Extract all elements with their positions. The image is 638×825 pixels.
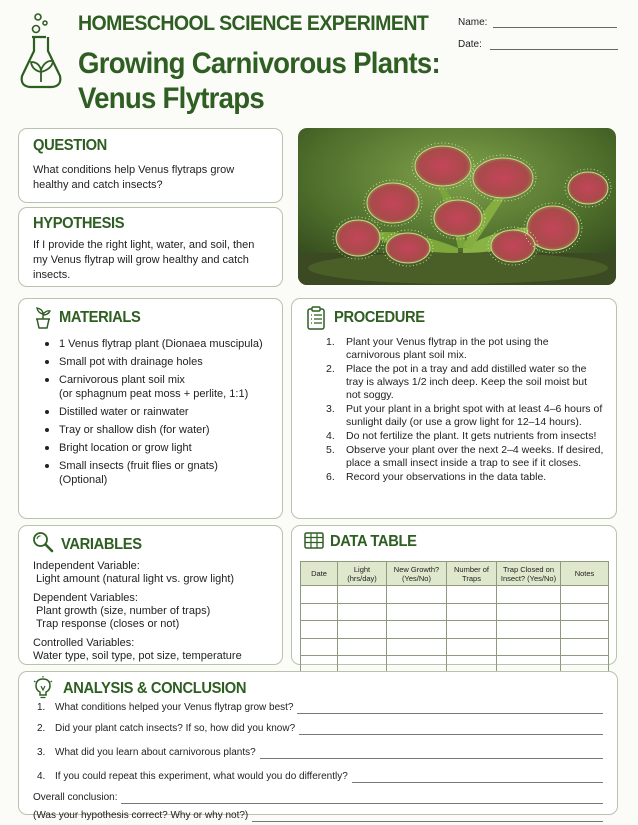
clipboard-icon xyxy=(306,305,326,331)
data-table-heading: DATA TABLE xyxy=(330,533,417,550)
question-box xyxy=(18,128,283,203)
question-text: If you could repeat this experiment, what would you do differently? xyxy=(55,771,348,782)
question-number: 2. xyxy=(37,723,46,734)
potted-plant-icon xyxy=(33,307,53,329)
controlled-label: Controlled Variables: xyxy=(33,637,135,649)
step-text: Observe your plant over the next 2–4 weeks. If desired, place a small insect inside a trap to see if it closes. xyxy=(346,444,604,469)
list-item-text: Small insects (fruit flies or gnats) xyxy=(59,460,218,472)
column-header: Notes xyxy=(561,562,609,586)
name-line[interactable] xyxy=(493,18,617,28)
step-number: 6. xyxy=(326,471,335,483)
date-field[interactable] xyxy=(458,39,618,50)
table-cell[interactable] xyxy=(447,638,497,656)
step-number: 5. xyxy=(326,444,335,456)
analysis-box xyxy=(18,671,618,821)
list-item xyxy=(45,373,270,401)
magnifier-icon xyxy=(32,531,54,553)
venus-flytrap-photo xyxy=(298,128,616,285)
table-body xyxy=(301,586,609,674)
table-cell[interactable] xyxy=(387,603,447,621)
top-label: HOMESCHOOL SCIENCE EXPERIMENT xyxy=(78,12,429,35)
table-cell[interactable] xyxy=(561,621,609,639)
controlled-value: Water type, soil type, pot size, temperature xyxy=(33,650,242,662)
step-text: Record your observations in the data table. xyxy=(346,471,547,483)
overall-conclusion-label: Overall conclusion: xyxy=(33,792,118,803)
question-text: What conditions help Venus flytraps grow healthy and catch insects? xyxy=(33,164,235,191)
dependent-value: Plant growth (size, number of traps) xyxy=(36,605,211,617)
table-cell[interactable] xyxy=(561,603,609,621)
table-cell[interactable] xyxy=(497,603,561,621)
dependent-label: Dependent Variables: xyxy=(33,592,138,604)
list-item: Tray or shallow dish (for water) xyxy=(45,423,270,437)
table-cell[interactable] xyxy=(338,586,387,604)
analysis-question[interactable] xyxy=(33,723,603,735)
table-cell[interactable] xyxy=(338,603,387,621)
answer-line[interactable] xyxy=(260,749,603,759)
table-cell[interactable] xyxy=(497,621,561,639)
answer-line[interactable] xyxy=(121,794,603,804)
step-number: 3. xyxy=(326,403,335,415)
table-cell[interactable] xyxy=(447,586,497,604)
answer-line[interactable] xyxy=(252,812,603,822)
step-text: Put your plant in a bright spot with at least 4–6 hours of sunlight daily (or use a grow light for 12–14 hours). xyxy=(346,403,603,428)
table-cell[interactable] xyxy=(338,638,387,656)
column-header: Light (hrs/day) xyxy=(338,562,387,586)
table-cell[interactable] xyxy=(301,586,338,604)
procedure-step xyxy=(326,403,604,429)
procedure-step xyxy=(326,444,604,470)
answer-line[interactable] xyxy=(299,725,603,735)
table-cell[interactable] xyxy=(497,638,561,656)
table-cell[interactable] xyxy=(447,603,497,621)
answer-line[interactable] xyxy=(297,704,603,714)
question-number: 3. xyxy=(37,747,46,758)
question-text: What conditions helped your Venus flytrap grow best? xyxy=(55,702,294,713)
list-item-subtext: (Optional) xyxy=(59,474,108,486)
independent-label: Independent Variable: xyxy=(33,560,140,572)
overall-conclusion-prompt-row[interactable] xyxy=(33,810,603,822)
table-cell[interactable] xyxy=(497,586,561,604)
step-number: 2. xyxy=(326,363,335,375)
procedure-step xyxy=(326,471,604,484)
list-item xyxy=(45,459,270,487)
lightbulb-icon xyxy=(33,676,53,700)
hypothesis-text: If I provide the right light, water, and soil, then my Venus flytrap will grow healthy and catch insects. xyxy=(33,239,255,281)
question-text: What did you learn about carnivorous plants? xyxy=(55,747,256,758)
procedure-box xyxy=(291,298,617,519)
step-text: Place the pot in a tray and add distilled water so the tray is always 1/2 inch deep. Keep the soil moist but not soggy. xyxy=(346,363,588,401)
list-item-subtext: (or sphagnum peat moss + perlite, 1:1) xyxy=(59,388,249,400)
step-text: Plant your Venus flytrap in the pot using the carnivorous plant soil mix. xyxy=(346,336,549,361)
table-row xyxy=(301,586,609,604)
hypothesis-heading: HYPOTHESIS xyxy=(33,215,125,232)
overall-conclusion[interactable] xyxy=(33,792,603,804)
analysis-question[interactable] xyxy=(33,771,603,783)
name-label: Name: xyxy=(458,17,488,28)
question-number: 4. xyxy=(37,771,46,782)
data-table xyxy=(300,561,609,674)
list-item: 1 Venus flytrap plant (Dionaea muscipula) xyxy=(45,337,270,351)
variables-box xyxy=(18,525,283,665)
flask-with-sprout-icon xyxy=(18,12,64,90)
column-header: Trap Closed on Insect? (Yes/No) xyxy=(497,562,561,586)
page-title xyxy=(78,46,464,116)
table-cell[interactable] xyxy=(447,621,497,639)
list-item-text: Carnivorous plant soil mix xyxy=(59,374,185,386)
analysis-question[interactable] xyxy=(33,747,603,759)
materials-heading: MATERIALS xyxy=(59,309,141,326)
column-header: Date xyxy=(301,562,338,586)
table-cell[interactable] xyxy=(338,621,387,639)
table-icon xyxy=(304,532,324,549)
answer-line[interactable] xyxy=(352,773,603,783)
question-text: Did your plant catch insects? If so, how did you know? xyxy=(55,723,296,734)
procedure-list xyxy=(326,336,604,484)
title-line-2: Venus Flytraps xyxy=(78,82,265,115)
step-number: 4. xyxy=(326,430,335,442)
table-row xyxy=(301,603,609,621)
date-line[interactable] xyxy=(490,40,618,50)
hypothesis-box xyxy=(18,207,283,287)
date-label: Date: xyxy=(458,39,482,50)
question-number: 1. xyxy=(37,702,46,713)
analysis-heading: ANALYSIS & CONCLUSION xyxy=(63,680,247,697)
name-field[interactable] xyxy=(458,17,617,28)
table-cell[interactable] xyxy=(561,586,609,604)
overall-conclusion-prompt: (Was your hypothesis correct? Why or why not?) xyxy=(33,810,249,821)
column-header: Number of Traps xyxy=(447,562,497,586)
table-cell[interactable] xyxy=(387,638,447,656)
dependent-value: Trap response (closes or not) xyxy=(36,618,180,630)
analysis-question[interactable] xyxy=(33,702,603,714)
materials-list xyxy=(45,337,270,487)
table-cell[interactable] xyxy=(301,603,338,621)
step-text: Do not fertilize the plant. It gets nutrients from insects! xyxy=(346,430,597,442)
procedure-step xyxy=(326,363,604,402)
table-header-row xyxy=(301,562,609,586)
table-cell[interactable] xyxy=(387,621,447,639)
independent-value: Light amount (natural light vs. grow light) xyxy=(36,573,235,585)
table-cell[interactable] xyxy=(301,621,338,639)
data-table-box xyxy=(291,525,617,665)
list-item: Small pot with drainage holes xyxy=(45,355,270,369)
table-cell[interactable] xyxy=(301,638,338,656)
column-header: New Growth? (Yes/No) xyxy=(387,562,447,586)
procedure-step xyxy=(326,430,604,443)
table-row xyxy=(301,621,609,639)
question-heading: QUESTION xyxy=(33,137,107,154)
list-item: Bright location or grow light xyxy=(45,441,270,455)
title-line-1: Growing Carnivorous Plants: xyxy=(78,47,440,80)
variables-heading: VARIABLES xyxy=(61,536,142,553)
procedure-heading: PROCEDURE xyxy=(334,309,425,326)
step-number: 1. xyxy=(326,336,335,348)
table-cell[interactable] xyxy=(561,638,609,656)
table-cell[interactable] xyxy=(387,586,447,604)
table-row xyxy=(301,638,609,656)
procedure-step xyxy=(326,336,604,362)
list-item: Distilled water or rainwater xyxy=(45,405,270,419)
materials-box xyxy=(18,298,283,519)
